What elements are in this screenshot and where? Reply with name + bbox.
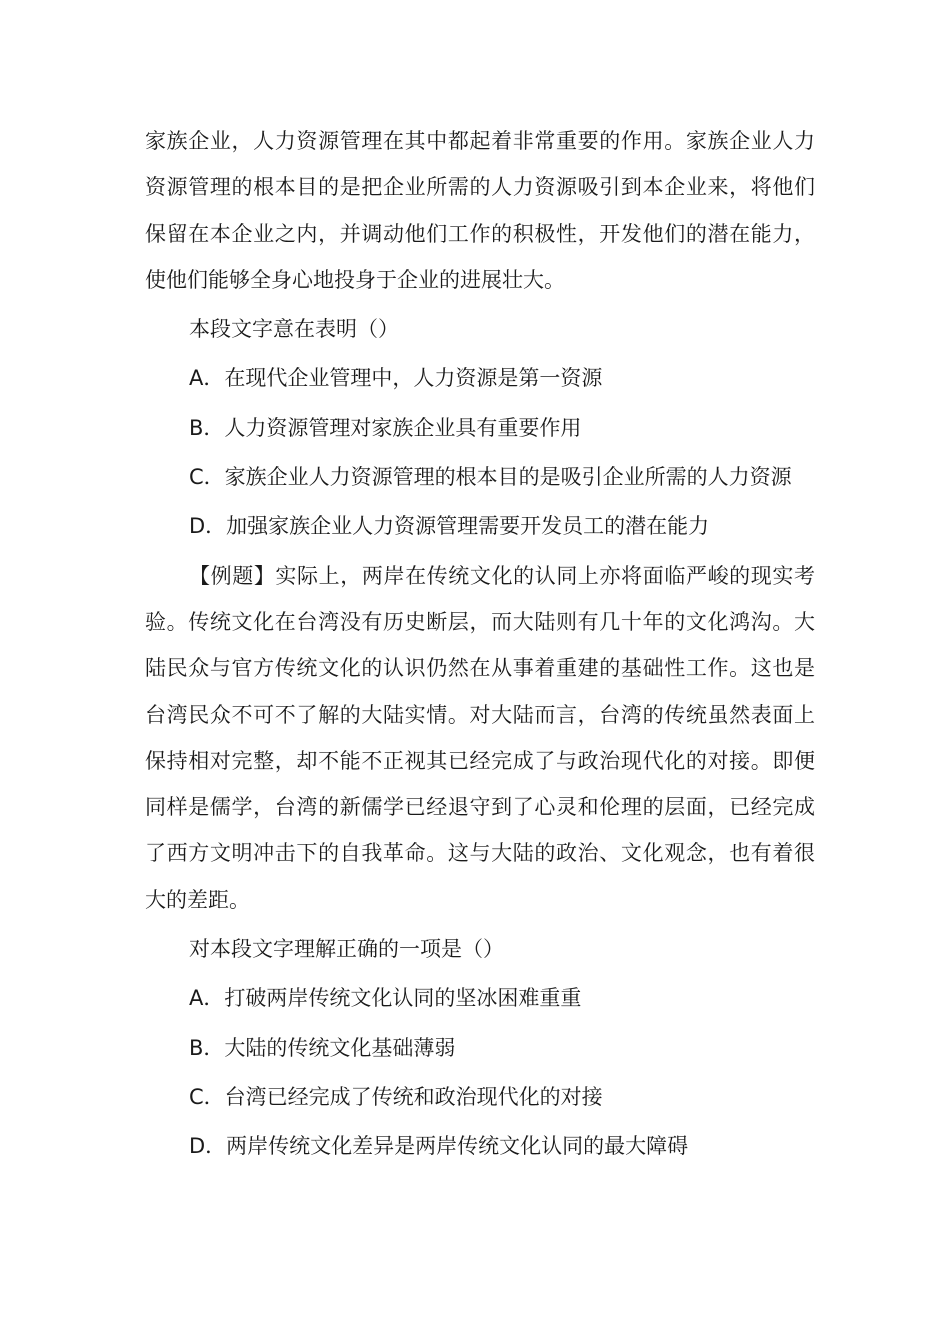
option-a: A．在现代企业管理中，人力资源是第一资源 — [189, 366, 603, 391]
option-c: C．家族企业人力资源管理的根本目的是吸引企业所需的人力资源 — [189, 465, 792, 490]
option-a: A．打破两岸传统文化认同的坚冰困难重重 — [189, 986, 582, 1011]
example-paragraph: 【例题】实际上，两岸在传统文化的认同上亦将面临严峻的现实考验。传统文化在台湾没有历史断层，而大陆则有几十年的文化鸿沟。大陆民众与官方传统文化的认识仍然在从事着重建的基础性工作。这也是台湾民众不可不了解的大陆实情。对大陆而言，台湾的传统虽然表面上保持相对完整，却不能不正视其已经完成了与政治现代化的对接。即便同样是儒学，台湾的新儒学已经退守到了心灵和伦理的层面，已经完成了西方文明冲击下的自我革命。这与大陆的政治、文化观念，也有着很大的差距。 — [145, 563, 815, 912]
document-body — [145, 118, 815, 1170]
passage-paragraph: 家族企业，人力资源管理在其中都起着非常重要的作用。家族企业人力资源管理的根本目的是把企业所需的人力资源吸引到本企业来，将他们保留在本企业之内，并调动他们工作的积极性，开发他们的潜在能力，使他们能够全身心地投身于企业的进展壮大。 — [145, 129, 815, 292]
option-d: D．两岸传统文化差异是两岸传统文化认同的最大障碍 — [189, 1134, 689, 1159]
question-stem: 本段文字意在表明（） — [189, 317, 399, 342]
option-d: D．加强家族企业人力资源管理需要开发员工的潜在能力 — [189, 514, 710, 539]
option-b: B．大陆的传统文化基础薄弱 — [189, 1035, 456, 1060]
question-stem: 对本段文字理解正确的一项是（） — [189, 937, 504, 962]
option-b: B．人力资源管理对家族企业具有重要作用 — [189, 415, 582, 440]
option-c: C．台湾已经完成了传统和政治现代化的对接 — [189, 1084, 603, 1109]
